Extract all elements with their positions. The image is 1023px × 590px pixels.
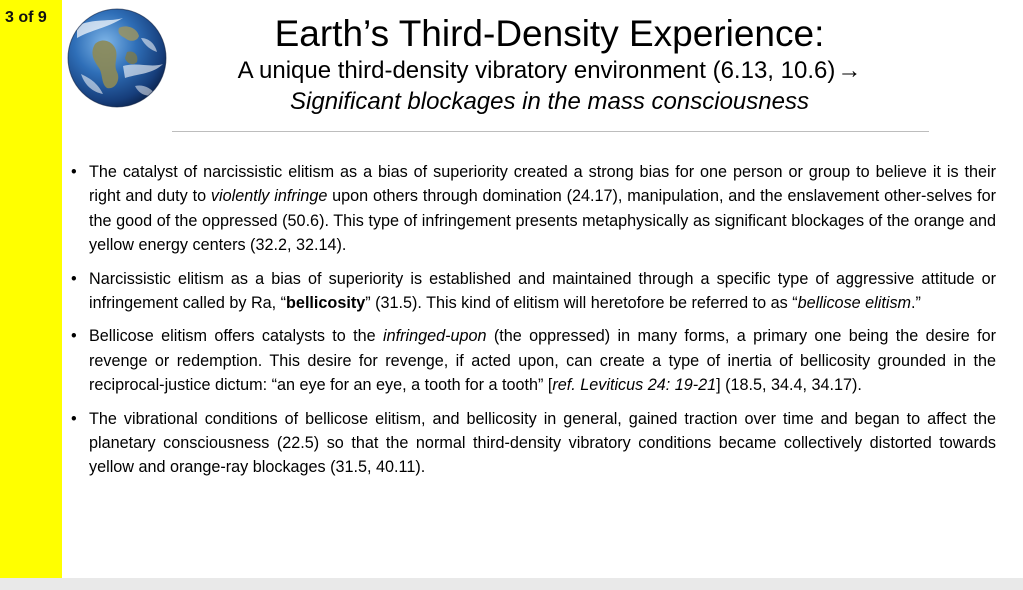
- slide-subtitle: [172, 56, 927, 86]
- text-run: .”: [911, 294, 921, 313]
- earth-globe-icon: [67, 8, 167, 108]
- bullet-item: [68, 407, 996, 480]
- text-run: The vibrational conditions of bellicose elitism, and bellicosity in general, gained traction over time and began to affect the planetary consciousness (22.5) so that the normal third-density vibratory conditions became collectively distorted towards yellow and orange-ray blockages (31.5, 40.11).: [89, 409, 996, 477]
- text-run: Narcissistic elitism as a bias of superiority is established and maintained through a specific type of aggressive attitude or infringement called by Ra, “: [89, 269, 996, 313]
- slide-title: Earth’s Third-Density Experience:: [274, 13, 825, 54]
- bullet-item: [68, 324, 996, 397]
- text-run: ” (31.5). This kind of elitism will heretofore be referred to as “: [365, 294, 798, 313]
- title-block: [172, 12, 927, 118]
- italic-text: ref. Leviticus 24: 19-21: [552, 376, 717, 395]
- yellow-side-bar: [0, 0, 62, 578]
- title-divider: [172, 131, 929, 132]
- text-run: The catalyst of narcissistic elitism as a bias of superiority created a strong bias for one person or group to believe it is their right and duty to: [89, 163, 996, 206]
- italic-text: violently infringe: [210, 187, 328, 206]
- bullet-item: [68, 267, 996, 316]
- bold-text: bellicosity: [286, 294, 366, 313]
- bullet-item: [68, 160, 996, 258]
- subtitle-text: A unique third-density vibratory environment (6.13, 10.6): [237, 57, 836, 84]
- slide-subtitle-italic: Significant blockages in the mass consciousness: [290, 88, 809, 115]
- arrow-right-icon: →: [837, 57, 862, 84]
- text-run: Bellicose elitism offers catalysts to the: [89, 327, 384, 346]
- text-run: upon others through domination (24.17), manipulation, and the enslavement other-selves for the good of the oppressed (50.6). This type of infringement presents metaphysically as significant blockages of the orange and yellow energy centers (32.2, 32.14).: [89, 187, 996, 255]
- bullet-list: [68, 160, 996, 489]
- text-run: (the oppressed) in many forms, a primary one being the desire for revenge or redemption. This desire for revenge, if acted upon, can create a type of inertia of bellicosity grounded in the reciprocal-justice dictum: “an eye for an eye, a tooth for a tooth” [: [89, 327, 996, 395]
- slide-counter: 3 of 9: [5, 9, 47, 26]
- italic-text: infringed-upon: [383, 327, 487, 346]
- italic-text: bellicose elitism: [797, 294, 912, 313]
- text-run: ] (18.5, 34.4, 34.17).: [716, 376, 862, 395]
